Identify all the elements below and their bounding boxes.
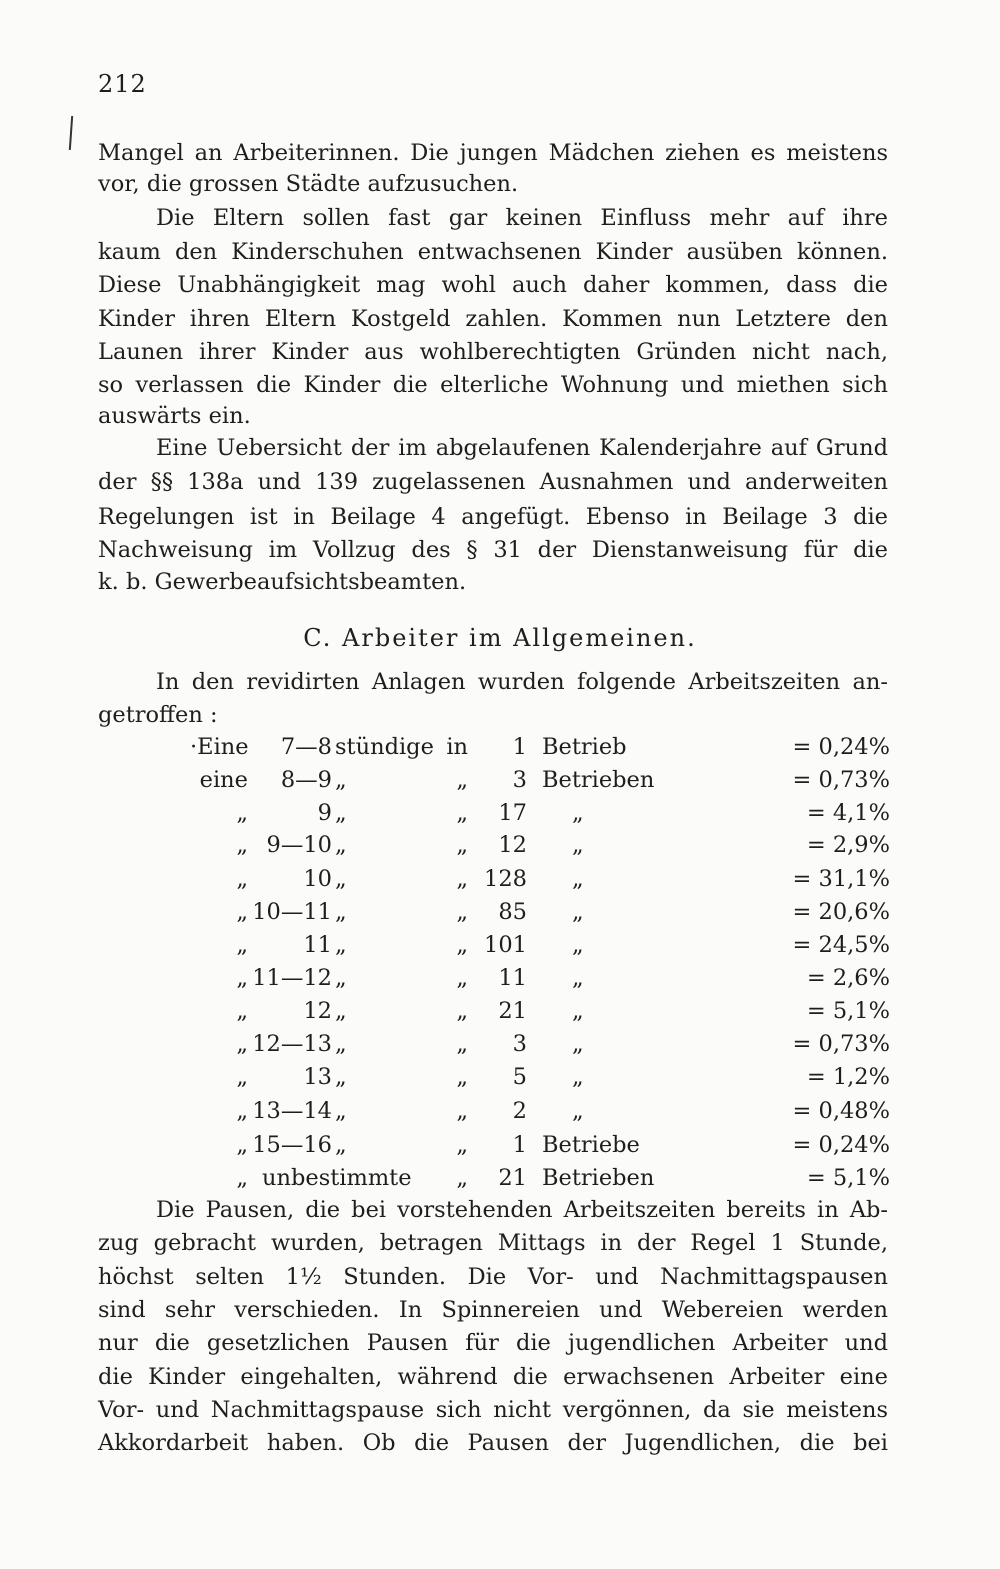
table-cell-c5: 2 (512, 1098, 527, 1124)
table-cell-c2: 11 (303, 932, 332, 958)
table-cell-c1: „ (236, 932, 248, 958)
table-cell-c2: 12—13 (252, 1031, 332, 1057)
table-cell-c7: = 20,6% (792, 899, 890, 925)
table-cell-c4: „ (456, 1031, 468, 1057)
table-cell-c7: = 0,24% (792, 734, 890, 760)
table-cell-c7: = 31,1% (792, 866, 890, 892)
table-cell-c7: = 0,48% (792, 1098, 890, 1124)
table-cell-c3: „ (335, 866, 347, 892)
table-cell-c7: = 5,1% (806, 1165, 890, 1191)
table-cell-c4: „ (456, 866, 468, 892)
table-cell-c7: = 5,1% (806, 998, 890, 1024)
table-cell-c5: 5 (512, 1064, 527, 1090)
text-line: Eine Uebersicht der im abgelaufenen Kalenderjahre auf Grund (156, 435, 888, 461)
table-cell-c5: 21 (498, 998, 527, 1024)
table-cell-c5: 1 (512, 734, 527, 760)
text-line: Mangel an Arbeiterinnen. Die jungen Mädchen ziehen es meistens (98, 140, 888, 166)
table-cell-c7: = 2,6% (806, 965, 890, 991)
text-line: der §§ 138a und 139 zugelassenen Ausnahmen und anderweiten (98, 469, 888, 495)
table-cell-c2: 13—14 (252, 1098, 332, 1124)
table-cell-c3: stündige (335, 734, 434, 760)
table-cell-c7: = 1,2% (806, 1064, 890, 1090)
table-cell-c4: „ (456, 832, 468, 858)
text-line: Die Pausen, die bei vorstehenden Arbeitszeiten bereits in Ab- (156, 1197, 888, 1223)
section-heading: C. Arbeiter im Allgemeinen. (303, 624, 697, 652)
table-cell-c7: = 4,1% (806, 800, 890, 826)
table-cell-c2: unbestimmte (262, 1165, 412, 1191)
table-cell-c3: „ (335, 1031, 347, 1057)
table-cell-c6: „ (572, 1098, 584, 1124)
table-cell-c1: „ (236, 866, 248, 892)
table-cell-c5: 1 (512, 1132, 527, 1158)
table-cell-c5: 21 (498, 1165, 527, 1191)
table-cell-c5: 3 (512, 1031, 527, 1057)
table-cell-c4: „ (456, 899, 468, 925)
table-cell-c6: „ (572, 965, 584, 991)
table-cell-c2: 9—10 (266, 832, 332, 858)
margin-mark (69, 116, 73, 150)
text-line: zug gebracht wurden, betragen Mittags in der Regel 1 Stunde, (98, 1230, 888, 1256)
table-cell-c4: „ (456, 932, 468, 958)
table-cell-c1: eine (199, 767, 248, 793)
table-cell-c1: „ (236, 1132, 248, 1158)
table-cell-c5: 12 (498, 832, 527, 858)
table-cell-c3: „ (335, 1098, 347, 1124)
table-cell-c5: 3 (512, 767, 527, 793)
text-line: nur die gesetzlichen Pausen für die jugendlichen Arbeiter und (98, 1330, 888, 1356)
text-line: Kinder ihren Eltern Kostgeld zahlen. Kommen nun Letztere den (98, 306, 888, 332)
table-cell-c5: 128 (484, 866, 527, 892)
table-cell-c7: = 0,24% (792, 1132, 890, 1158)
table-cell-c6: „ (572, 866, 584, 892)
text-line: kaum den Kinderschuhen entwachsenen Kinder ausüben können. (98, 239, 888, 265)
table-cell-c1: „ (236, 1165, 248, 1191)
table-cell-c2: 8—9 (280, 767, 332, 793)
table-cell-c6: Betrieben (542, 767, 655, 793)
text-line: sind sehr verschieden. In Spinnereien und Webereien werden (98, 1297, 888, 1323)
text-line: getroffen : (98, 702, 218, 728)
table-cell-c1: „ (236, 800, 248, 826)
table-cell-c3: „ (335, 998, 347, 1024)
table-cell-c5: 11 (498, 965, 527, 991)
table-cell-c5: 85 (498, 899, 527, 925)
table-cell-c4: „ (456, 998, 468, 1024)
table-cell-c3: „ (335, 800, 347, 826)
text-line: Diese Unabhängigkeit mag wohl auch daher kommen, dass die (98, 272, 888, 298)
table-cell-c3: „ (335, 965, 347, 991)
table-cell-c2: 13 (303, 1064, 332, 1090)
table-cell-c6: „ (572, 1031, 584, 1057)
table-cell-c3: „ (335, 1132, 347, 1158)
text-line: vor, die grossen Städte aufzusuchen. (98, 171, 519, 197)
table-cell-c2: 15—16 (252, 1132, 332, 1158)
table-cell-c1: „ (236, 1064, 248, 1090)
table-cell-c4: „ (456, 767, 468, 793)
table-cell-c6: „ (572, 932, 584, 958)
table-cell-c1: „ (236, 1031, 248, 1057)
table-cell-c4: „ (456, 800, 468, 826)
page-number: 212 (98, 70, 147, 98)
text-line: Akkordarbeit haben. Ob die Pausen der Jugendlichen, die bei (98, 1430, 888, 1456)
table-cell-c6: „ (572, 800, 584, 826)
table-cell-c1: „ (236, 832, 248, 858)
text-line: k. b. Gewerbeaufsichtsbeamten. (98, 569, 467, 595)
text-line: Die Eltern sollen fast gar keinen Einfluss mehr auf ihre (156, 205, 888, 231)
table-cell-c6: „ (572, 998, 584, 1024)
table-cell-c6: „ (572, 1064, 584, 1090)
table-cell-c4: „ (456, 1132, 468, 1158)
text-line: Launen ihrer Kinder aus wohlberechtigten Gründen nicht nach, (98, 339, 888, 365)
table-cell-c7: = 0,73% (792, 1031, 890, 1057)
table-cell-c1: „ (236, 965, 248, 991)
table-cell-c3: „ (335, 767, 347, 793)
text-line: Nachweisung im Vollzug des § 31 der Dienstanweisung für die (98, 537, 888, 563)
table-cell-c2: 11—12 (252, 965, 332, 991)
table-cell-c6: „ (572, 899, 584, 925)
table-cell-c6: Betriebe (542, 1132, 640, 1158)
table-cell-c1: ·Eine (190, 734, 249, 760)
table-cell-c2: 7—8 (280, 734, 332, 760)
table-cell-c3: „ (335, 932, 347, 958)
table-cell-c5: 17 (498, 800, 527, 826)
table-cell-c2: 12 (303, 998, 332, 1024)
text-line: so verlassen die Kinder die elterliche Wohnung und miethen sich (98, 372, 888, 398)
text-line: Vor- und Nachmittagspause sich nicht vergönnen, da sie meistens (98, 1397, 888, 1423)
table-cell-c4: „ (456, 1165, 468, 1191)
table-cell-c5: 101 (484, 932, 527, 958)
table-cell-c4: „ (456, 1098, 468, 1124)
table-cell-c3: „ (335, 1064, 347, 1090)
table-cell-c6: Betrieben (542, 1165, 655, 1191)
table-cell-c4: „ (456, 1064, 468, 1090)
table-cell-c7: = 2,9% (806, 832, 890, 858)
text-line: die Kinder eingehalten, während die erwachsenen Arbeiter eine (98, 1364, 888, 1390)
table-cell-c2: 10 (303, 866, 332, 892)
table-cell-c3: „ (335, 832, 347, 858)
table-cell-c7: = 0,73% (792, 767, 890, 793)
table-cell-c1: „ (236, 1098, 248, 1124)
table-cell-c2: 10—11 (252, 899, 332, 925)
text-line: höchst selten 1½ Stunden. Die Vor- und Nachmittagspausen (98, 1264, 888, 1290)
table-cell-c3: „ (335, 899, 347, 925)
table-cell-c1: „ (236, 998, 248, 1024)
table-cell-c4: in (446, 734, 468, 760)
table-cell-c4: „ (456, 965, 468, 991)
text-line: auswärts ein. (98, 403, 251, 429)
table-cell-c6: Betrieb (542, 734, 627, 760)
text-line: Regelungen ist in Beilage 4 angefügt. Ebenso in Beilage 3 die (98, 504, 888, 530)
table-cell-c7: = 24,5% (792, 932, 890, 958)
table-cell-c2: 9 (317, 800, 332, 826)
text-line: In den revidirten Anlagen wurden folgende Arbeitszeiten an- (156, 669, 888, 695)
table-cell-c1: „ (236, 899, 248, 925)
table-cell-c6: „ (572, 832, 584, 858)
